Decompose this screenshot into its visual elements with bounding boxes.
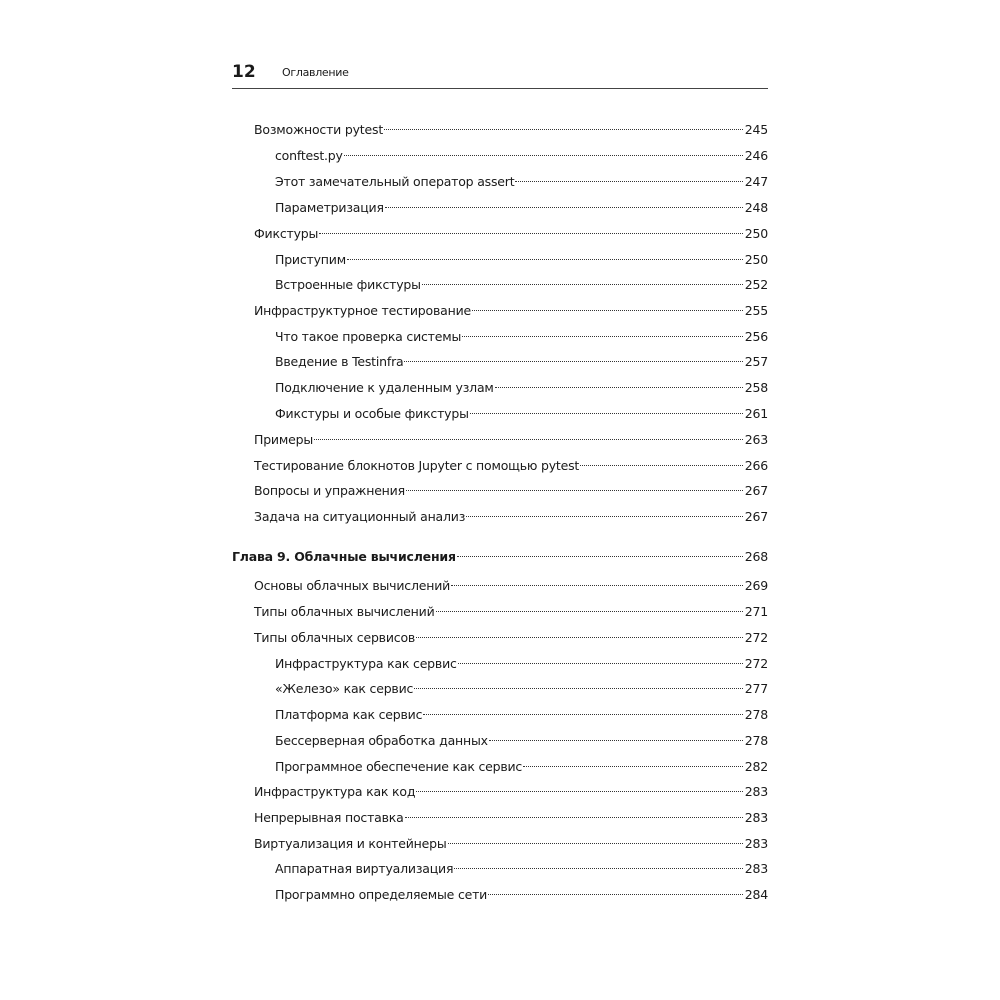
toc-entry-title: Примеры [254, 432, 313, 447]
toc-entry [232, 602, 768, 622]
toc-entry-title: Платформа как сервис [275, 707, 423, 722]
toc-entry-page: 267 [744, 509, 768, 524]
toc-entry [232, 705, 768, 725]
dot-leader [405, 817, 743, 818]
toc-entry-page: 268 [744, 549, 768, 564]
toc-entry [232, 808, 768, 828]
toc-entry-title: Встроенные фикстуры [275, 277, 421, 292]
toc-entry [232, 731, 768, 751]
toc-entry [232, 327, 768, 347]
toc-entry-page: 250 [744, 252, 768, 267]
toc-entry-title: Подключение к удаленным узлам [275, 380, 494, 395]
toc-entry-page: 283 [744, 810, 768, 825]
toc-entry-page: 278 [744, 707, 768, 722]
toc-entry [232, 757, 768, 777]
toc-entry-page: 257 [744, 354, 768, 369]
toc-entry [232, 481, 768, 501]
dot-leader [384, 129, 743, 130]
toc-entry [232, 250, 768, 270]
toc-entry-title: Программное обеспечение как сервис [275, 759, 523, 774]
toc-entry-title: Фикстуры [254, 226, 319, 241]
toc-entry [232, 172, 768, 192]
toc-entry [232, 352, 768, 372]
dot-leader [495, 387, 743, 388]
toc-entry-page: 272 [744, 630, 768, 645]
toc-entry-title: Непрерывная поставка [254, 810, 404, 825]
dot-leader [404, 361, 742, 362]
toc-entry-page: 278 [744, 733, 768, 748]
dot-leader [470, 413, 743, 414]
toc-entry [232, 378, 768, 398]
dot-leader [347, 259, 743, 260]
toc-entry [232, 885, 768, 905]
toc-entry [232, 654, 768, 674]
dot-leader [488, 894, 743, 895]
toc-entry [232, 430, 768, 450]
toc-entry [232, 679, 768, 699]
toc-entry-page: 248 [744, 200, 768, 215]
toc-entry-title: Возможности pytest [254, 122, 384, 137]
dot-leader [385, 207, 743, 208]
dot-leader [416, 637, 743, 638]
toc-entry-page: 283 [744, 861, 768, 876]
toc-entry-page: 261 [744, 406, 768, 421]
toc-entry-page: 271 [744, 604, 768, 619]
page-header [232, 60, 768, 89]
toc-entry-title: Что такое проверка системы [275, 329, 462, 344]
toc-entry [232, 507, 768, 527]
dot-leader [472, 310, 743, 311]
toc-entry [232, 224, 768, 244]
dot-leader [416, 791, 742, 792]
page-number: 12 [232, 62, 256, 82]
toc-entry-title: Введение в Testinfra [275, 354, 404, 369]
toc-entry-title: Вопросы и упражнения [254, 483, 405, 498]
dot-leader [314, 439, 743, 440]
toc-entry-title: Тестирование блокнотов Jupyter с помощью pytest [254, 458, 580, 473]
dot-leader [462, 336, 743, 337]
toc-entry [232, 782, 768, 802]
toc-entry-title: Аппаратная виртуализация [275, 861, 454, 876]
dot-leader [414, 688, 743, 689]
toc-entry-title: Типы облачных сервисов [254, 630, 416, 645]
dot-leader [448, 843, 743, 844]
toc-entry-title: Инфраструктурное тестирование [254, 303, 471, 318]
toc-entry-page: 272 [744, 656, 768, 671]
toc-entry-page: 245 [744, 122, 768, 137]
toc-entry-page: 283 [744, 836, 768, 851]
toc-entry [232, 301, 768, 321]
toc-entry-title: Приступим [275, 252, 346, 267]
toc-entry [232, 834, 768, 854]
toc-entry-page: 247 [744, 174, 768, 189]
dot-leader [454, 868, 742, 869]
toc-entry-page: 258 [744, 380, 768, 395]
toc-entry-page: 255 [744, 303, 768, 318]
toc-entry-title: Виртуализация и контейнеры [254, 836, 447, 851]
toc-entry [232, 120, 768, 140]
toc-entry [232, 198, 768, 218]
dot-leader [457, 556, 743, 557]
toc-entry [232, 628, 768, 648]
toc-entry-page: 256 [744, 329, 768, 344]
dot-leader [515, 181, 742, 182]
toc-entry-title: Типы облачных вычислений [254, 604, 435, 619]
toc-entry-page: 263 [744, 432, 768, 447]
toc-entry [232, 456, 768, 476]
dot-leader [466, 516, 743, 517]
toc-entry [232, 275, 768, 295]
toc-entry-title: conftest.py [275, 148, 343, 163]
toc-entry-title: Инфраструктура как сервис [275, 656, 457, 671]
dot-leader [422, 284, 743, 285]
toc-entry-title: Параметризация [275, 200, 384, 215]
dot-leader [436, 611, 743, 612]
toc-entry [232, 859, 768, 879]
toc-entry-page: 252 [744, 277, 768, 292]
toc-entry [232, 404, 768, 424]
dot-leader [580, 465, 743, 466]
toc-entry-page: 266 [744, 458, 768, 473]
toc-chapter-entry [232, 547, 768, 567]
dot-leader [344, 155, 743, 156]
dot-leader [523, 766, 743, 767]
toc-entry-title: Задача на ситуационный анализ [254, 509, 466, 524]
toc-entry-page: 250 [744, 226, 768, 241]
toc-entry-page: 269 [744, 578, 768, 593]
toc-entry-page: 246 [744, 148, 768, 163]
toc-entry-page: 267 [744, 483, 768, 498]
toc-entry-title: «Железо» как сервис [275, 681, 414, 696]
toc-entry-title: Инфраструктура как код [254, 784, 416, 799]
dot-leader [489, 740, 743, 741]
toc-entry-title: Фикстуры и особые фикстуры [275, 406, 469, 421]
toc-entry-page: 282 [744, 759, 768, 774]
dot-leader [451, 585, 743, 586]
toc-entry [232, 576, 768, 596]
dot-leader [319, 233, 743, 234]
dot-leader [406, 490, 743, 491]
toc-entry-page: 277 [744, 681, 768, 696]
toc-entry-page: 284 [744, 887, 768, 902]
toc-entry-title: Основы облачных вычислений [254, 578, 451, 593]
dot-leader [423, 714, 742, 715]
dot-leader [458, 663, 743, 664]
toc-entry [232, 146, 768, 166]
toc-entry-page: 283 [744, 784, 768, 799]
toc-entry-title: Этот замечательный оператор assert [275, 174, 515, 189]
toc-entry-title: Глава 9. Облачные вычисления [232, 549, 456, 564]
toc-entry-title: Бессерверная обработка данных [275, 733, 488, 748]
running-title: Оглавление [282, 66, 349, 79]
toc-entry-title: Программно определяемые сети [275, 887, 488, 902]
